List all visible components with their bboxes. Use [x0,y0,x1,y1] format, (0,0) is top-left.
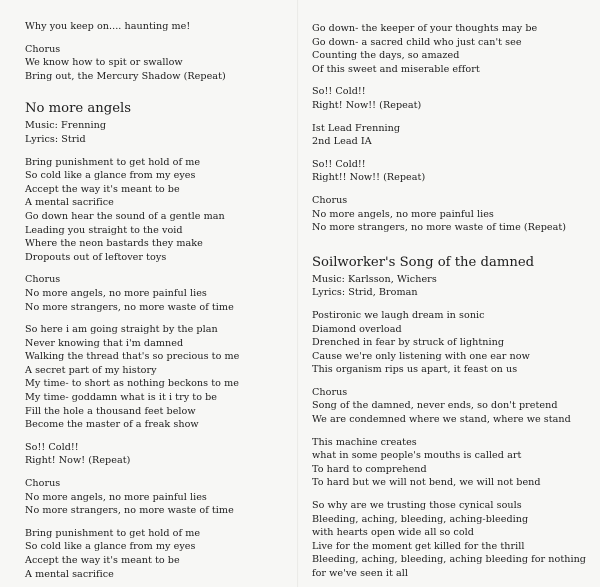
lyric-line: what in some people's mouths is called art [312,450,522,462]
lyric-line: Go down- a sacred child who just can't see [312,36,522,48]
lyric-line: So!! Cold!! [312,86,366,98]
stanza-label: Chorus [312,386,348,398]
chorus-stanza [312,386,594,427]
page-fold [297,0,299,587]
lyric-line: My time- to short as nothing beckons to me [25,378,239,390]
lyric-line: This machine creates [312,436,417,448]
lyric-line: A secret part of my history [25,364,157,376]
lyric-line: Never knowing that i'm damned [25,337,184,349]
lyric-line: Fill the hole a thousand feet below [25,405,196,417]
lyric-line: So here i am going straight by the plan [25,324,218,336]
lyric-line: Accept the way it's meant to be [25,183,180,195]
song-title: No more angels [25,101,132,117]
stanza-label: Chorus [25,274,61,286]
song-header [312,255,594,300]
lyric-line: Go down- the keeper of your thoughts may be [312,23,538,34]
song-credit: Music: Frenning [25,120,107,132]
lyric-line: Bring out, the Mercury Shadow (Repeat) [25,70,226,82]
lyric-line: Of this sweet and miserable effort [312,63,480,75]
lyric-line: A mental sacrifice [25,568,114,580]
lyric-line: No more angels, no more painful lies [25,491,207,503]
song-credit: Lyrics: Strid [25,133,86,145]
lyric-line: 2nd Lead IA [312,136,372,148]
lyric-line: Song of the damned, never ends, so don't pretend [312,400,558,412]
stanza-label: Chorus [25,43,61,55]
lyric-line: No more angels, no more painful lies [312,208,494,220]
lyric-line: for we've seen it all [312,568,409,579]
lyric-line: Ist Lead Frenning [312,122,401,134]
lyric-line: So cold like a glance from my eyes [25,541,196,553]
chorus-stanza [25,43,287,84]
bridge-stanza [25,441,287,468]
lyric-line: Leading you straight to the void [25,224,183,236]
left-column [25,20,287,581]
chorus-stanza [25,273,287,314]
song-title: Soilworker's Song of the damned [312,254,535,270]
song-header [25,101,287,146]
lyric-line: Cause we're only listening with one ear now [312,350,530,362]
lyric-line: So!! Cold!! [312,158,366,170]
lyric-line: Become the master of a freak show [25,419,199,431]
song-credit: Lyrics: Strid, Broman [312,287,418,299]
lyric-line: No more strangers, no more waste of time [25,505,234,517]
chorus-stanza [312,194,594,235]
lyric-line: So why are we trusting those cynical souls [312,500,522,512]
lyric-line: Diamond overload [312,323,402,335]
bridge-stanza [312,158,594,185]
lyric-line: Bleeding, aching, bleeding, aching bleeding for nothing [312,554,586,566]
lyric-line: We know how to spit or swallow [25,57,183,69]
lyric-line: Drenched in fear by struck of lightning [312,337,505,349]
lyric-line: So!! Cold!! [25,441,79,453]
lyric-line: Dropouts out of leftover toys [25,251,167,263]
stanza-label: Chorus [312,194,348,206]
lyric-line: Where the neon bastards they make [25,238,203,250]
lyric-line: To hard to comprehend [312,463,427,475]
verse-stanza [312,309,594,377]
lyric-line: Counting the days, so amazed [312,50,460,62]
verse-stanza [25,323,287,432]
lyric-line: Bring punishment to get hold of me [25,527,201,539]
lyric-line: Live for the moment get killed for the thrill [312,540,525,552]
lyric-line: This organism rips us apart, it feast on us [312,364,518,376]
lyric-line: Walking the thread that's so precious to me [25,351,240,363]
stanza-label: Chorus [25,478,61,490]
lyric-line: Go down hear the sound of a gentle man [25,210,225,222]
lyric-line: Postironic we laugh dream in sonic [312,309,485,321]
song-credit: Music: Karlsson, Wichers [312,273,437,285]
lyric-line: Bring punishment to get hold of me [25,156,201,168]
lyric-line: No more angels, no more painful lies [25,287,207,299]
lyric-line: Right! Now!! (Repeat) [312,99,422,111]
lyric-line: with hearts open wide all so cold [312,527,474,539]
verse-stanza [312,499,594,581]
lyric-line: Accept the way it's meant to be [25,555,180,566]
lyric-line: A mental sacrifice [25,197,114,209]
lyric-line: Right! Now! (Repeat) [25,455,131,467]
lyric-line: We are condemned where we stand, where we stand [312,414,571,426]
lyric-line: So cold like a glance from my eyes [25,170,196,182]
lyric-line: Why you keep on.... haunting me! [25,21,191,32]
verse-stanza [312,436,594,490]
intro-stanza [25,20,287,34]
verse-stanza [25,156,287,265]
verse-stanza [25,527,287,581]
lyric-line: To hard but we will not bend, we will not bend [312,477,541,489]
lyric-line: No more strangers, no more waste of time [25,301,234,313]
chorus-stanza [25,477,287,518]
solo-credits [312,122,594,149]
verse-stanza [312,22,594,76]
bridge-stanza [312,85,594,112]
lyric-line: My time- goddamn what is it i try to be [25,392,218,404]
lyric-line: No more strangers, no more waste of time (Repeat) [312,222,567,234]
lyric-line: Bleeding, aching, bleeding, aching-bleeding [312,513,529,525]
lyric-line: Right!! Now!! (Repeat) [312,172,426,184]
right-column [312,22,594,581]
